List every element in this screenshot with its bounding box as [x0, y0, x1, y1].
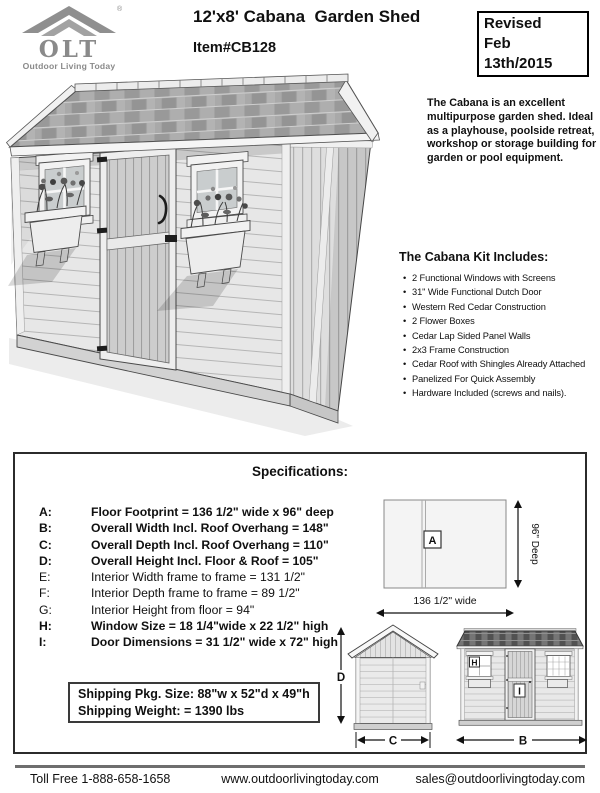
spec-row: D: Overall Height Incl. Floor & Roof = 105" [39, 553, 319, 568]
revised-badge [477, 11, 589, 77]
front-left-window [466, 652, 493, 688]
right-window [187, 152, 248, 228]
front-width-label: B [518, 735, 528, 748]
kit-item: • Panelized For Quick Assembly [399, 372, 599, 386]
shed-illustration [5, 70, 425, 440]
spec-row: F: Interior Depth frame to frame = 89 1/2" [39, 586, 300, 601]
dutch-door [97, 147, 177, 370]
kit-item: • 2 Functional Windows with Screens [399, 271, 599, 285]
spec-row: C: Overall Depth Incl. Roof Overhang = 110" [39, 537, 329, 552]
front-door [505, 649, 535, 721]
end-height-label: D [336, 672, 346, 684]
spec-row: A: Floor Footprint = 136 1/2" wide x 96" deep [39, 505, 334, 519]
front-door-label: I [518, 686, 521, 698]
shipping-info-box [68, 682, 320, 723]
shipping-weight: Shipping Weight: = 1390 lbs [78, 703, 245, 718]
kit-item: • Western Red Cedar Construction [399, 300, 599, 314]
specifications-box [13, 452, 587, 754]
footer-email: sales@outdoorlivingtoday.com [415, 772, 585, 786]
specifications-heading: Specifications: [251, 464, 349, 479]
footer-phone: Toll Free 1-888-658-1658 [30, 772, 171, 786]
shipping-size: Shipping Pkg. Size: 88"w x 52"d x 49"h [78, 687, 310, 701]
kit-includes-section [399, 250, 599, 401]
spec-rows [26, 504, 338, 651]
kit-item: • Cedar Roof with Shingles Already Attached [399, 357, 599, 371]
end-depth-label: C [388, 735, 398, 748]
logo-tagline: Outdoor Living Today [22, 61, 116, 71]
front-window-label: H [471, 657, 478, 668]
kit-item: • Cedar Lap Sided Panel Walls [399, 329, 599, 343]
spec-row: I: Door Dimensions = 31 1/2" wide x 72" high [39, 635, 338, 650]
spec-row: H: Window Size = 18 1/4"wide x 22 1/2" high [39, 619, 329, 634]
footprint-depth-label: 96" Deep [529, 523, 540, 565]
kit-item: • 31" Wide Functional Dutch Door [399, 285, 599, 299]
logo-text: OLT [38, 36, 100, 63]
kit-item: • 2x3 Frame Construction [399, 343, 599, 357]
spec-row: E: Interior Width frame to frame = 131 1/2" [39, 570, 305, 585]
footer-divider [15, 765, 585, 768]
spec-row: G: Interior Height from floor = 94" [39, 602, 255, 617]
svg-text:®: ® [117, 6, 123, 13]
roof-logo-icon [14, 3, 124, 37]
kit-includes-list [399, 271, 599, 401]
footer-website: www.outdoorlivingtoday.com [221, 772, 379, 786]
revised-date: Feb 13th/2015 [484, 35, 553, 72]
floor-footprint-diagram [368, 492, 583, 627]
spec-row: B: Overall Width Incl. Roof Overhang = 148" [39, 521, 329, 536]
page-title: 12'x8' Cabana Garden Shed [193, 7, 421, 26]
front-elevation-diagram [452, 620, 599, 755]
footprint-area-label: A [428, 535, 437, 547]
kit-item: • Hardware Included (screws and nails). [399, 386, 599, 400]
footprint-width-label: 136 1/2" wide [413, 595, 477, 607]
revised-label: Revised [484, 15, 542, 32]
olt-logo [12, 3, 126, 71]
kit-includes-heading: The Cabana Kit Includes: [399, 250, 549, 264]
kit-item: • 2 Flower Boxes [399, 314, 599, 328]
product-description: The Cabana is an excellent multipurpose garden shed. Ideal as a playhouse, poolside retreat, workshop or storage building for garden or pool equipment. [427, 97, 597, 165]
item-number: Item#CB128 [193, 40, 277, 56]
